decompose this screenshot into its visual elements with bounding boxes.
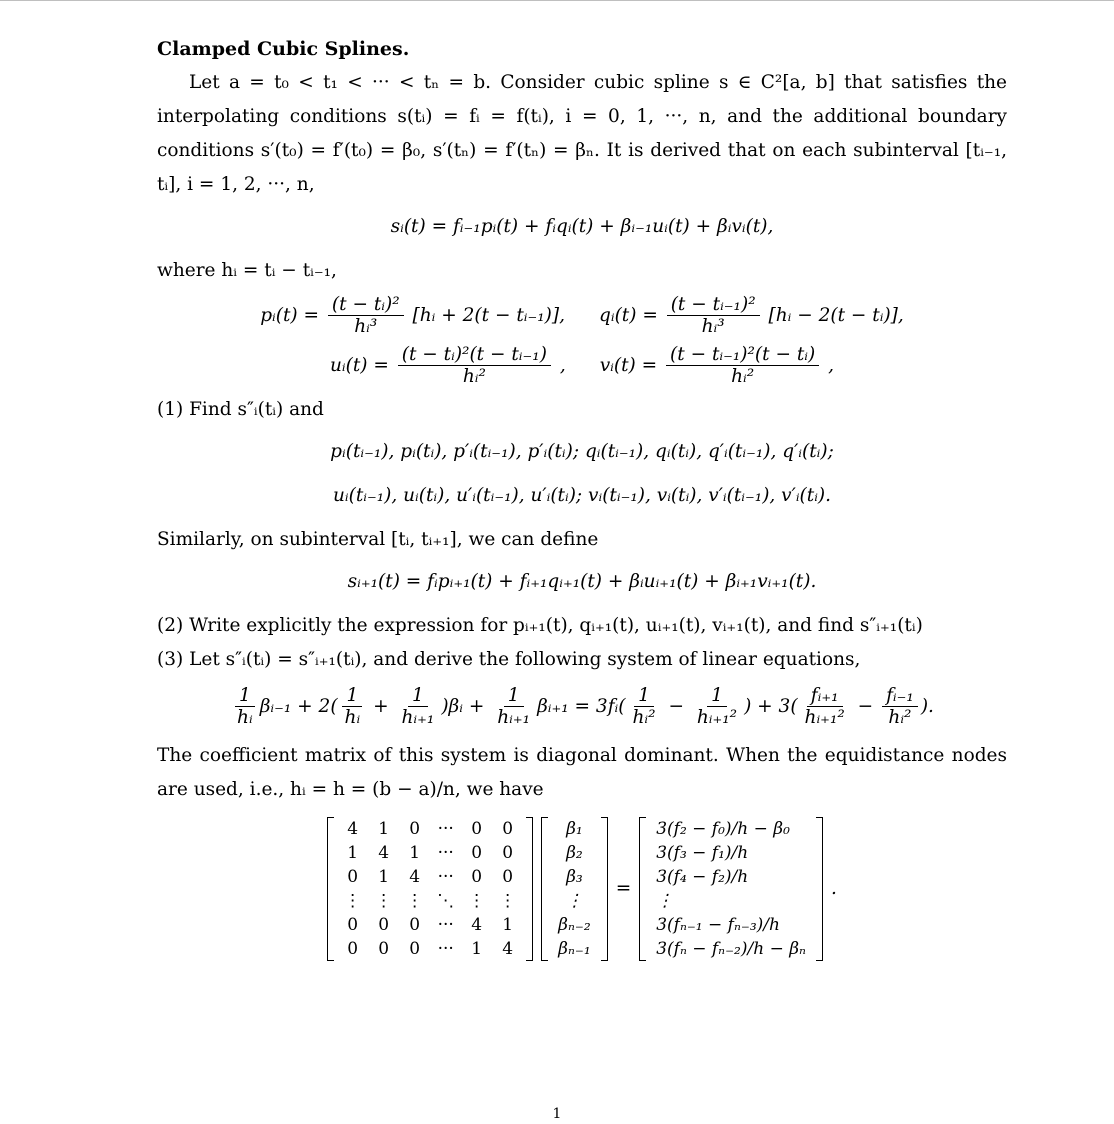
beta-entry: βₙ₋₁ — [558, 938, 591, 959]
matrix-cell: ··· — [437, 842, 454, 863]
matrix-cell: ⋮ — [344, 890, 362, 911]
matrix-cell: ··· — [437, 866, 454, 887]
linear-system-equation: $\frac{1}{\text{hᵢ}}$ βᵢ₋₁ + 2( $\frac{1}{\text{hᵢ}}$ + $\frac{1}{\text{hᵢ₊₁}}$ )βᵢ + $\frac{1}{\text{hᵢ₊₁}}$ βᵢ₊₁ = 3fᵢ( $\frac{1}{\text{hᵢ²}}$ − $\frac{1}{\text{hᵢ₊₁²}}$ ) + 3( $\frac{\text{fᵢ₊₁}}{\text{hᵢ₊₁²}}$ − $\frac{\text{fᵢ₋₁}}{\text{hᵢ²}}$ ). — [157, 685, 1007, 729]
matrix-cell: ··· — [437, 914, 454, 935]
p-definition: pᵢ(t) = $\frac{\text{(t − tᵢ)²}}{\text{hᵢ³}}$ [hᵢ + 2(t − tᵢ₋₁)], — [260, 294, 565, 338]
rhs-entry: 3(f₄ − f₂)/h — [656, 866, 749, 887]
u-fraction: $\frac{\text{(t − tᵢ)²(t − tᵢ₋₁)}}{\text{hᵢ²}}$ — [398, 344, 551, 388]
top-rule — [0, 0, 1114, 1]
p-fraction: $\frac{\text{(t − tᵢ)²}}{\text{hᵢ³}}$ — [328, 294, 404, 338]
part-2-question: (2) Write explicitly the expression for pᵢ₊₁(t), qᵢ₊₁(t), uᵢ₊₁(t), vᵢ₊₁(t), and find s″ᵢ₊₁(tᵢ) — [157, 615, 923, 637]
rhs-vector — [639, 817, 823, 961]
beta-entry: β₂ — [566, 842, 583, 863]
matrix-cell: 4 — [409, 866, 421, 887]
u-definition: uᵢ(t) = $\frac{\text{(t − tᵢ)²(t − tᵢ₋₁)}}{\text{hᵢ²}}$ , — [329, 343, 566, 387]
matrix-cell: ⋮ — [375, 890, 393, 911]
beta-entry: β₃ — [566, 866, 583, 887]
equals-sign: = — [615, 877, 632, 899]
matrix-cell: ⋮ — [406, 890, 424, 911]
coefficient-matrix — [327, 817, 533, 961]
matrix-cell: 0 — [471, 842, 483, 863]
matrix-cell: ⋱ — [437, 890, 455, 911]
pq-definitions — [157, 294, 1007, 338]
matrix-cell: 0 — [502, 866, 514, 887]
matrix-cell: 0 — [471, 818, 483, 839]
q-definition: qᵢ(t) = $\frac{\text{(t − tᵢ₋₁)²}}{\text{hᵢ³}}$ [hᵢ − 2(t − tᵢ)], — [599, 294, 904, 338]
intro-paragraph: Let a = t₀ < t₁ < ··· < tₙ = b. Consider cubic spline s ∈ C²[a, b] that satisfies the interpolating conditions s(tᵢ) = fᵢ = f(tᵢ), i = 0, 1, ···, n, and the additional boundary conditions s′(t₀) = f′(t₀) = β₀, s′(tₙ) = f′(tₙ) = βₙ. It is derived that on each subinterval [tᵢ₋₁, tᵢ], i = 1, 2, ···, n, — [157, 72, 1007, 195]
matrix-cell: 1 — [409, 842, 421, 863]
beta-entry: βₙ₋₂ — [558, 914, 591, 935]
matrix-row — [337, 937, 523, 961]
matrix-equation — [157, 817, 1007, 961]
matrix-cell: 1 — [378, 866, 390, 887]
document-body — [157, 30, 1007, 961]
matrix-cell: 1 — [378, 818, 390, 839]
matrix-cell: 0 — [409, 938, 421, 959]
rhs-entry: 3(f₃ − f₁)/h — [656, 842, 749, 863]
where-line: where hᵢ = tᵢ − tᵢ₋₁, — [157, 260, 337, 281]
coefficient-paragraph: The coefficient matrix of this system is diagonal dominant. When the equidistance nodes are used, i.e., hᵢ = h = (b − a)/n, we have — [157, 744, 1007, 800]
matrix-cell: 0 — [502, 842, 514, 863]
equation-si: sᵢ(t) = fᵢ₋₁pᵢ(t) + fᵢqᵢ(t) + βᵢ₋₁uᵢ(t) + βᵢvᵢ(t), — [390, 216, 774, 237]
list-line-2: uᵢ(tᵢ₋₁), uᵢ(tᵢ), u′ᵢ(tᵢ₋₁), u′ᵢ(tᵢ); vᵢ(tᵢ₋₁), vᵢ(tᵢ), v′ᵢ(tᵢ₋₁), v′ᵢ(tᵢ). — [332, 485, 832, 507]
part-1-question: (1) Find s″ᵢ(tᵢ) and — [157, 399, 324, 421]
part-3-question: (3) Let s″ᵢ(tᵢ) = s″ᵢ₊₁(tᵢ), and derive the following system of linear equations, — [157, 649, 861, 671]
matrix-cell: ··· — [437, 818, 454, 839]
matrix-cell: ··· — [437, 938, 454, 959]
equation-si1: sᵢ₊₁(t) = fᵢpᵢ₊₁(t) + fᵢ₊₁qᵢ₊₁(t) + βᵢuᵢ₊₁(t) + βᵢ₊₁vᵢ₊₁(t). — [347, 571, 817, 593]
matrix-cell: ⋮ — [499, 890, 517, 911]
matrix-cell: 0 — [471, 866, 483, 887]
matrix-cell: ⋮ — [468, 890, 486, 911]
matrix-cell: 0 — [502, 818, 514, 839]
list-line-1: pᵢ(tᵢ₋₁), pᵢ(tᵢ), p′ᵢ(tᵢ₋₁), p′ᵢ(tᵢ); qᵢ(tᵢ₋₁), qᵢ(tᵢ), q′ᵢ(tᵢ₋₁), q′ᵢ(tᵢ); — [330, 441, 834, 463]
rhs-entry: 3(f₂ − f₀)/h − β₀ — [656, 818, 790, 839]
matrix-cell: 0 — [378, 914, 390, 935]
similarly-line: Similarly, on subinterval [tᵢ, tᵢ₊₁], we can define — [157, 529, 599, 551]
matrix-cell: 4 — [502, 938, 514, 959]
uv-definitions — [157, 344, 1007, 388]
rhs-entry: ⋮ — [656, 890, 674, 911]
matrix-cell: 0 — [347, 866, 359, 887]
matrix-row — [337, 865, 523, 889]
matrix-cell: 0 — [347, 938, 359, 959]
matrix-cell: 4 — [347, 818, 359, 839]
page-number: 1 — [552, 1106, 562, 1122]
matrix-cell: 1 — [471, 938, 483, 959]
matrix-cell: 4 — [378, 842, 390, 863]
matrix-cell: 0 — [347, 914, 359, 935]
matrix-row — [337, 841, 523, 865]
rhs-entry: 3(fₙ₋₁ − fₙ₋₃)/h — [656, 914, 780, 935]
q-fraction: $\frac{\text{(t − tᵢ₋₁)²}}{\text{hᵢ³}}$ — [667, 294, 760, 338]
beta-vector — [541, 817, 608, 961]
matrix-cell: 1 — [502, 914, 514, 935]
v-definition: vᵢ(t) = $\frac{\text{(t − tᵢ₋₁)²(t − tᵢ)}}{\text{hᵢ²}}$ , — [599, 343, 835, 387]
matrix-cell: 0 — [409, 818, 421, 839]
beta-entry: β₁ — [566, 818, 583, 839]
matrix-cell: 0 — [378, 938, 390, 959]
matrix-row — [337, 913, 523, 937]
matrix-row — [337, 889, 523, 913]
beta-entry: ⋮ — [565, 890, 583, 911]
matrix-row — [337, 817, 523, 841]
matrix-cell: 0 — [409, 914, 421, 935]
v-fraction: $\frac{\text{(t − tᵢ₋₁)²(t − tᵢ)}}{\text{hᵢ²}}$ — [666, 344, 819, 388]
matrix-cell: 4 — [471, 914, 483, 935]
section-title: Clamped Cubic Splines. — [157, 38, 410, 60]
rhs-entry: 3(fₙ − fₙ₋₂)/h − βₙ — [656, 938, 806, 959]
matrix-cell: 1 — [347, 842, 359, 863]
trailing-period: . — [830, 877, 837, 899]
